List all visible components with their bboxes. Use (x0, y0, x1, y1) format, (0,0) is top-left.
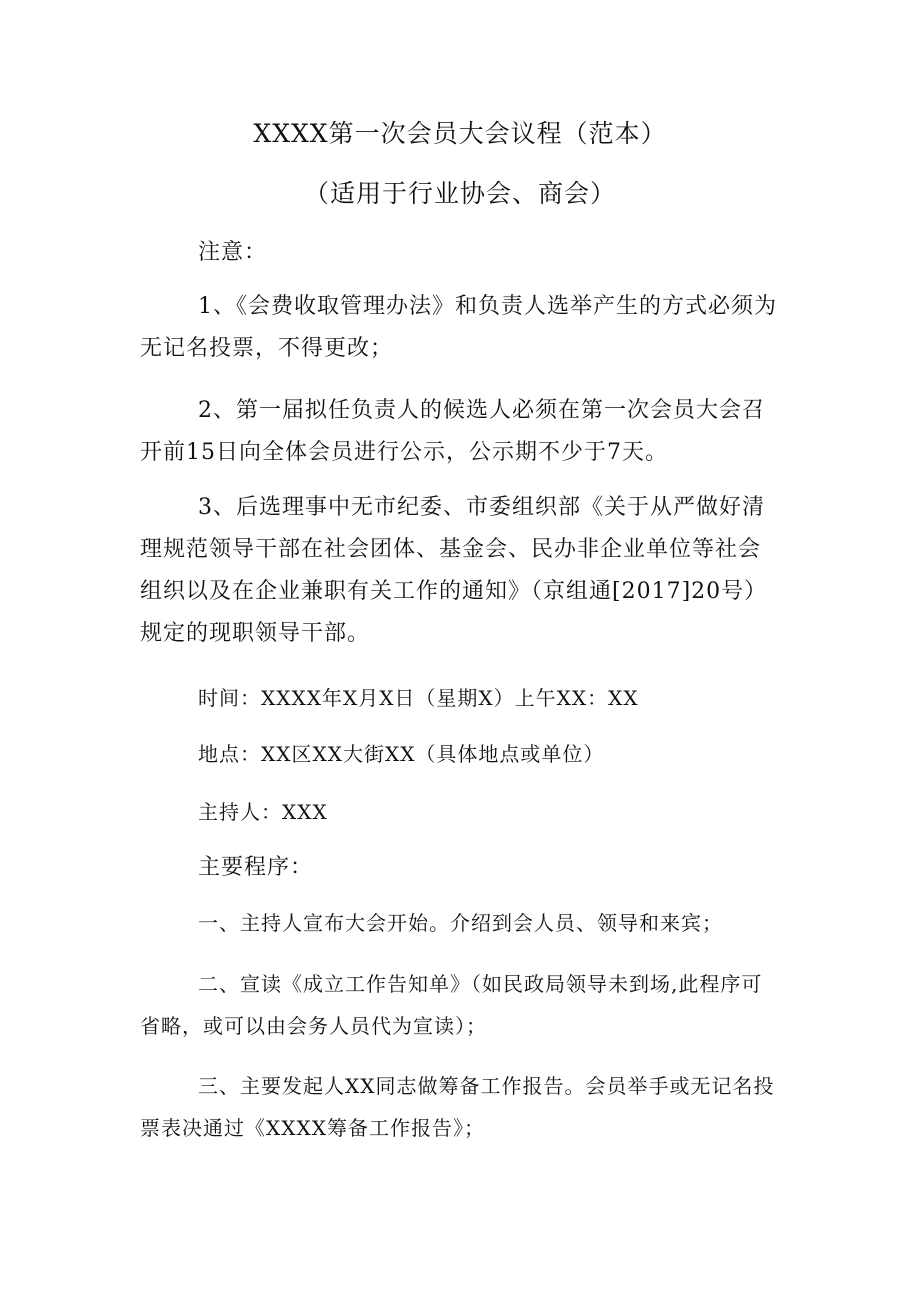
note-item-2: 2、第一届拟任负责人的候选人必须在第一次会员大会召开前15日向全体会员进行公示，公示期不少于7天。 (140, 398, 765, 465)
document-title: XXXX第一次会员大会议程（范本） (253, 119, 667, 148)
procedure-step-2: 二、宣读《成立工作告知单》（如民政局领导未到场,此程序可省略，或可以由会务人员代为宣读）； (140, 972, 763, 1038)
procedure-step-1: 一、主持人宣布大会开始。介绍到会人员、领导和来宾； (198, 911, 723, 935)
procedure-label: 主要程序： (198, 855, 314, 880)
note-item-1: 1、《会费收取管理办法》和负责人选举产生的方式必须为无记名投票，不得更改； (140, 294, 777, 361)
notice-label: 注意： (198, 240, 268, 265)
note-item-3: 3、后选理事中无市纪委、市委组织部《关于从严做好清理规范领导干部在社会团体、基金会、民办非企业单位等社会组织以及在企业兼职有关工作的通知》（京组通[2017]20号）规定的现职领导干部。 (140, 495, 768, 646)
procedure-step-3: 三、主要发起人XX同志做筹备工作报告。会员举手或无记名投票表决通过《XXXX筹备工作报告》； (140, 1074, 775, 1140)
document-subtitle: （适用于行业协会、商会） (303, 179, 616, 208)
meeting-location: 地点：XX区XX大街XX（具体地点或单位） (198, 742, 605, 766)
meeting-time: 时间：XXXX年X月X日（星期X）上午XX：XX (198, 686, 639, 710)
meeting-host: 主持人：XXX (198, 800, 328, 824)
